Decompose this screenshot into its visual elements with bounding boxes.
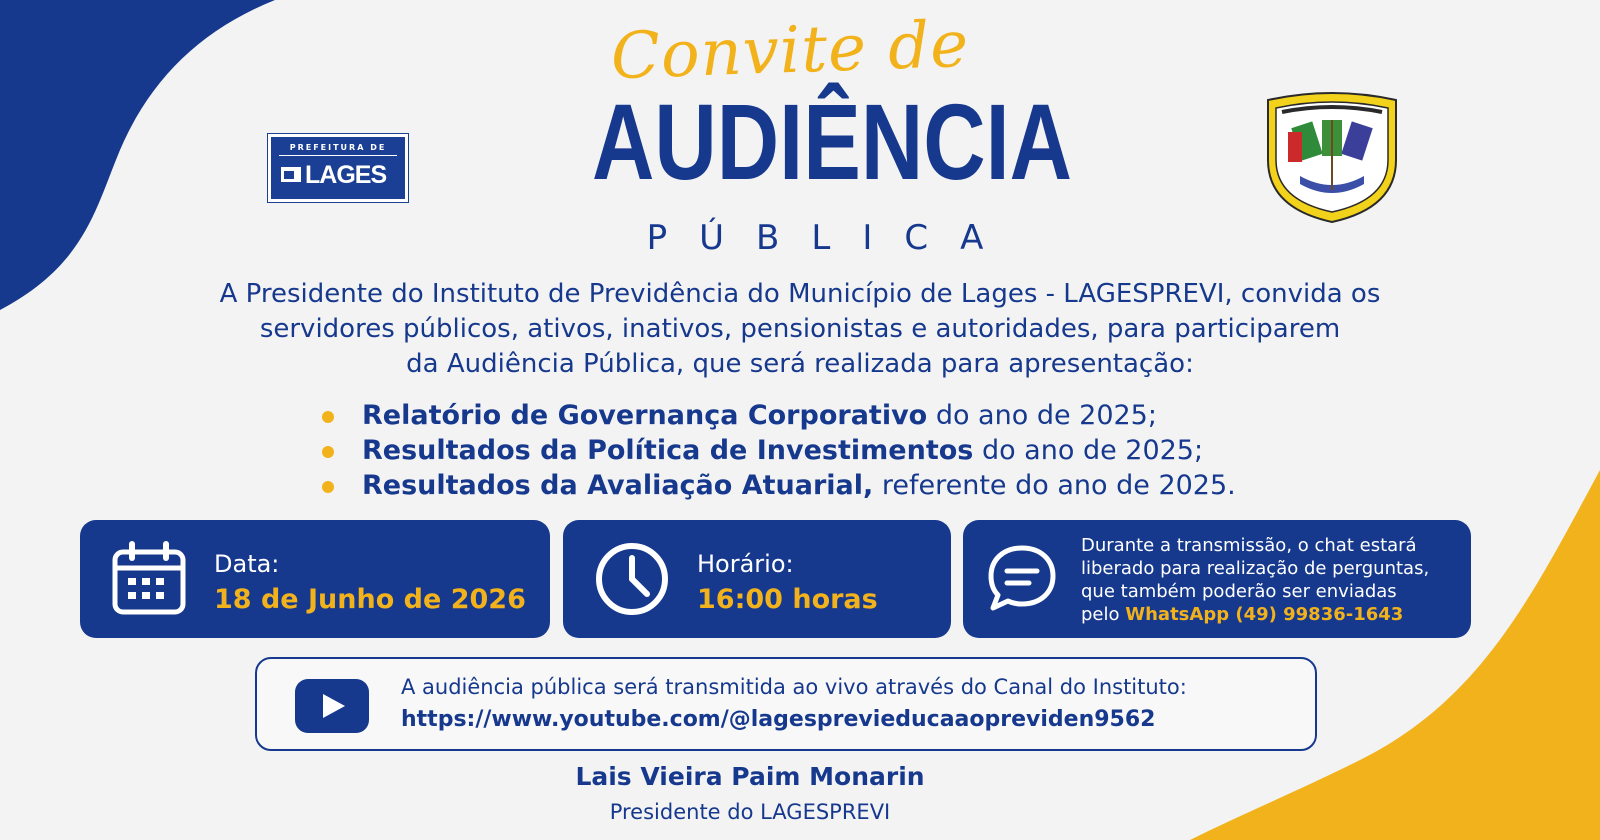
- agenda-item-detail: referente do ano de 2025.: [873, 470, 1236, 501]
- list-item: [318, 433, 1278, 468]
- page-subtitle: PÚBLICA: [646, 218, 1016, 258]
- agenda-item-title: Resultados da Política de Investimentos: [362, 435, 974, 466]
- agenda-list: [318, 398, 1278, 503]
- time-label: Horário:: [697, 550, 794, 578]
- stream-info-box: [255, 657, 1317, 751]
- agenda-item-detail: do ano de 2025;: [973, 435, 1204, 466]
- signatory-name: Lais Vieira Paim Monarin: [575, 762, 925, 791]
- blue-wave-shape: [0, 0, 275, 310]
- bullet-dot-icon: [322, 411, 334, 423]
- chat-line-prefix: pelo: [1081, 604, 1126, 625]
- page-title: AUDIÊNCIA: [592, 81, 1073, 202]
- signatory-role: Presidente do LAGESPREVI: [609, 800, 891, 824]
- title-script-convite: Convite de: [609, 7, 971, 95]
- list-item: [318, 398, 1278, 433]
- agenda-item-title: Resultados da Avaliação Atuarial,: [362, 470, 874, 501]
- chat-card: [963, 520, 1471, 638]
- intro-line: da Audiência Pública, que será realizada para apresentação:: [406, 349, 1194, 379]
- bullet-dot-icon: [322, 446, 334, 458]
- date-value: 18 de Junho de 2026: [214, 584, 526, 615]
- bullet-dot-icon: [322, 481, 334, 493]
- stream-description: A audiência pública será transmitida ao vivo através do Canal do Instituto:: [401, 675, 1187, 699]
- logo-text-lages: LAGES: [305, 161, 387, 189]
- time-card: [563, 520, 951, 638]
- agenda-item-title: Relatório de Governança Corporativo: [362, 400, 928, 431]
- date-card: [80, 520, 550, 638]
- whatsapp-number: WhatsApp (49) 99836-1643: [1125, 604, 1404, 625]
- chat-bubble-icon: [985, 542, 1059, 616]
- clock-icon: [593, 540, 671, 618]
- intro-line: servidores públicos, ativos, inativos, pensionistas e autoridades, para participarem: [259, 314, 1341, 344]
- chat-line: liberado para realização de perguntas,: [1081, 558, 1430, 579]
- chat-line: que também poderão ser enviadas: [1081, 581, 1397, 602]
- calendar-icon: [110, 540, 188, 618]
- intro-paragraph: [156, 277, 1444, 382]
- logo-flag-icon: [281, 167, 301, 182]
- chat-line: Durante a transmissão, o chat estará: [1081, 535, 1417, 556]
- logo-text-prefeitura: PREFEITURA DE: [289, 143, 387, 152]
- logo-divider: [279, 155, 397, 156]
- municipal-crest-icon: [1260, 90, 1404, 226]
- agenda-item-detail: do ano de 2025;: [927, 400, 1157, 431]
- date-label: Data:: [214, 550, 280, 578]
- chat-line: [1081, 603, 1461, 626]
- prefeitura-lages-logo: [268, 134, 408, 202]
- time-value: 16:00 horas: [697, 584, 878, 615]
- youtube-icon: [295, 679, 369, 733]
- youtube-channel-link[interactable]: https://www.youtube.com/@lagesprevieducaaopreviden9562: [401, 707, 1156, 732]
- list-item: [318, 468, 1278, 503]
- chat-info-text: [1081, 534, 1461, 626]
- intro-line: A Presidente do Instituto de Previdência do Município de Lages - LAGESPREVI, convida os: [219, 279, 1381, 309]
